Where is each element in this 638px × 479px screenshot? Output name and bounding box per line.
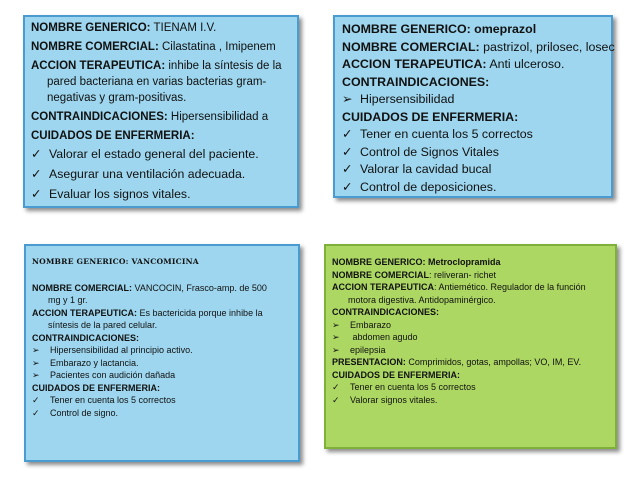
list-item	[342, 179, 604, 197]
therapeutic-action-value: : Antiemético. Regulador de la función	[434, 282, 586, 292]
nursing-care-heading: CUIDADOS DE ENFERMERIA:	[332, 369, 461, 380]
commercial-name-label: NOMBRE COMERCIAL:	[32, 282, 132, 293]
list-item-text: Tener en cuenta los 5 correctos	[360, 127, 533, 141]
list-item-text: Embarazo y lactancia.	[50, 357, 139, 368]
list-item	[32, 407, 292, 420]
therapeutic-action-value: Es bactericida porque inhibe la	[137, 307, 263, 318]
commercial-name-label: NOMBRE COMERCIAL:	[31, 41, 159, 53]
therapeutic-action-line	[342, 56, 604, 74]
list-item	[32, 369, 292, 382]
list-item	[342, 91, 604, 109]
therapeutic-action-cont: negativas y gram-positivas.	[47, 92, 187, 104]
contraindications-heading: CONTRAINDICACIONES:	[332, 307, 439, 317]
list-item	[332, 319, 609, 332]
list-item-text: Control de deposiciones.	[360, 179, 497, 194]
generic-name-value: TIENAM I.V.	[150, 22, 217, 34]
check-icon: ✓	[31, 147, 42, 161]
commercial-name-line	[342, 39, 615, 57]
therapeutic-action-line	[32, 307, 292, 320]
list-item-text: Tener en cuenta los 5 correctos	[50, 395, 176, 405]
arrow-bullet-icon: ➢	[332, 319, 340, 330]
presentation-value: Comprimidos, gotas, ampollas; VO, IM, EV.	[405, 357, 582, 367]
list-item-text: Asegurar una ventilación adecuada.	[49, 167, 246, 181]
drug-card-metroclopramida	[324, 244, 617, 449]
check-icon: ✓	[32, 395, 40, 405]
list-item	[332, 331, 609, 344]
list-item-text: Hipersensibilidad al principio activo.	[50, 345, 193, 355]
list-item	[332, 381, 609, 394]
check-icon: ✓	[342, 162, 353, 176]
nursing-care-heading: CUIDADOS DE ENFERMERIA:	[342, 109, 519, 124]
therapeutic-action-line	[332, 281, 609, 294]
drug-card-omeprazol	[333, 15, 613, 198]
therapeutic-action-value: inhibe la síntesis de la	[165, 60, 282, 72]
list-item	[32, 344, 292, 357]
list-item-text: Valorar signos vitales.	[350, 394, 438, 405]
arrow-bullet-icon: ➢	[32, 370, 40, 380]
list-item	[32, 394, 292, 407]
therapeutic-action-value: Anti ulceroso.	[486, 57, 565, 71]
list-item-text: Valorar la cavidad bucal	[360, 162, 492, 176]
list-item	[342, 161, 604, 179]
check-icon: ✓	[342, 179, 353, 194]
list-item	[31, 144, 291, 164]
check-icon: ✓	[332, 382, 340, 392]
presentation-label: PRESENTACION:	[332, 357, 406, 367]
contraindications-value: Hipersensibilidad a	[167, 111, 269, 123]
therapeutic-action-label: ACCION TERAPEUTICA:	[342, 57, 487, 71]
commercial-name-value: VANCOCIN, Frasco-amp. de 500	[132, 282, 267, 293]
therapeutic-action-cont: motora digestiva. Antidopaminérgico.	[348, 294, 496, 305]
generic-name-label: NOMBRE GENERICO:	[31, 22, 151, 34]
arrow-bullet-icon: ➢	[332, 344, 340, 355]
nursing-care-heading: CUIDADOS DE ENFERMERIA:	[31, 130, 195, 142]
arrow-bullet-icon: ➢	[32, 357, 40, 368]
check-icon: ✓	[342, 144, 353, 159]
check-icon: ✓	[342, 127, 353, 141]
commercial-name-line	[31, 39, 291, 55]
list-item	[31, 184, 291, 204]
generic-name-line: NOMBRE GENERICO: VANCOMICINA	[32, 257, 199, 266]
list-item-text: Control de signo.	[50, 407, 119, 418]
generic-name-line: NOMBRE GENERICO: Metroclopramida	[332, 257, 501, 267]
contraindications-label: CONTRAINDICACIONES:	[31, 111, 168, 123]
commercial-name-value: pastrizol, prilosec, losec	[479, 39, 615, 54]
list-item-text: epilepsia	[350, 344, 386, 355]
commercial-name-label: NOMBRE COMERCIAL	[332, 269, 429, 280]
drug-card-vancomicina	[24, 244, 300, 462]
commercial-name-line	[332, 269, 609, 282]
presentation-line	[332, 356, 609, 369]
therapeutic-action-cont: síntesis de la pared celular.	[48, 320, 158, 330]
list-item	[31, 164, 291, 184]
arrow-bullet-icon: ➢	[342, 92, 353, 106]
therapeutic-action-label: ACCION TERAPEUTICA:	[32, 307, 137, 318]
contraindications-line	[31, 109, 291, 125]
commercial-name-value: : reliveran- richet	[429, 269, 497, 280]
commercial-name-cont: mg y 1 gr.	[48, 295, 88, 305]
arrow-bullet-icon: ➢	[32, 345, 40, 355]
list-item-text: Pacientes con audición dañada	[50, 370, 176, 380]
commercial-name-line	[32, 282, 292, 295]
commercial-name-label: NOMBRE COMERCIAL:	[342, 39, 480, 54]
therapeutic-action-cont: pared bacteriana en varias bacterias gram-	[47, 76, 267, 88]
list-item-text: Hipersensibilidad	[360, 92, 455, 106]
commercial-name-value: Cilastatina , Imipenem	[158, 41, 276, 53]
check-icon: ✓	[32, 407, 40, 418]
therapeutic-action-line	[31, 58, 291, 74]
list-item-text: Embarazo	[350, 319, 392, 330]
therapeutic-action-label: ACCION TERAPEUTICA:	[31, 60, 166, 72]
therapeutic-action-label: ACCION TERAPEUTICA	[332, 282, 435, 292]
generic-name-line	[31, 20, 291, 36]
generic-name-line: NOMBRE GENERICO: omeprazol	[342, 22, 537, 36]
list-item-text: Control de Signos Vitales	[360, 144, 499, 159]
list-item	[332, 344, 609, 357]
check-icon: ✓	[31, 167, 42, 181]
drug-card-tienam	[23, 15, 299, 208]
list-item	[332, 394, 609, 407]
list-item	[342, 126, 604, 144]
list-item-text: Tener en cuenta los 5 correctos	[350, 382, 476, 392]
nursing-care-heading: CUIDADOS DE ENFERMERIA:	[32, 382, 161, 393]
list-item	[32, 357, 292, 370]
list-item-text: Valorar el estado general del paciente.	[49, 147, 259, 161]
arrow-bullet-icon: ➢	[332, 332, 340, 342]
list-item-text: abdomen agudo	[350, 332, 418, 342]
list-item-text: Evaluar los signos vitales.	[49, 187, 191, 201]
check-icon: ✓	[31, 187, 42, 201]
check-icon: ✓	[332, 394, 340, 405]
contraindications-heading: CONTRAINDICACIONES:	[342, 74, 490, 89]
contraindications-heading: CONTRAINDICACIONES:	[32, 332, 139, 343]
list-item	[342, 144, 604, 162]
